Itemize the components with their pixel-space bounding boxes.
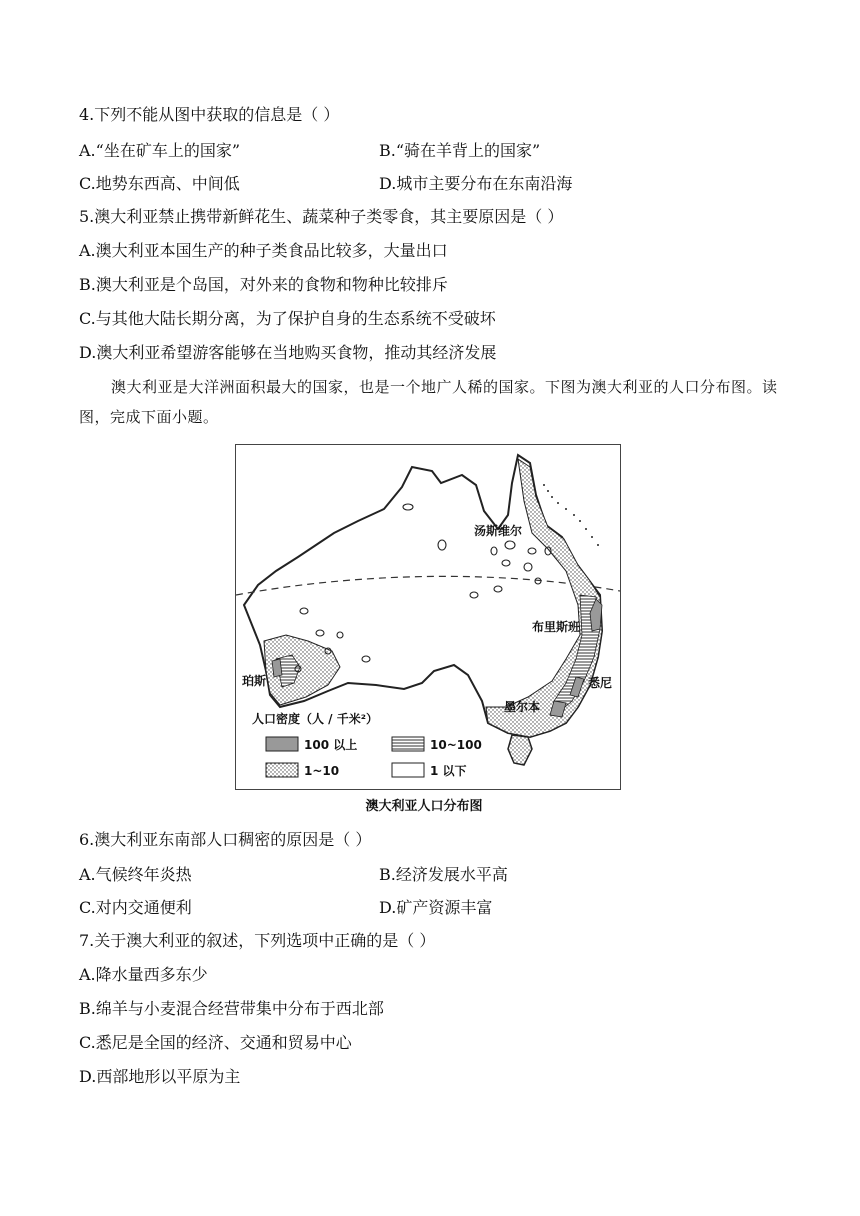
q7-option-c: C.悉尼是全国的经济、交通和贸易中心 bbox=[79, 1033, 352, 1052]
q4-option-c: C.地势东西高、中间低 bbox=[79, 174, 240, 193]
q4-stem: 4.下列不能从图中获取的信息是（ ） bbox=[79, 105, 340, 124]
city-label-sydney: 悉尼 bbox=[588, 676, 613, 690]
q5-option-c: C.与其他大陆长期分离，为了保护自身的生态系统不受破坏 bbox=[79, 309, 496, 328]
q7-option-b: B.绵羊与小麦混合经营带集中分布于西北部 bbox=[79, 999, 384, 1018]
population-map bbox=[235, 444, 621, 790]
q4-option-a: A.“坐在矿车上的国家” bbox=[79, 141, 241, 160]
q4-option-b: B.“骑在羊背上的国家” bbox=[379, 141, 541, 160]
city-label-brisbane: 布里斯班 bbox=[532, 620, 581, 634]
legend-swatch-100-plus bbox=[266, 737, 298, 751]
city-label-perth: 珀斯 bbox=[242, 674, 267, 688]
perth-dense bbox=[272, 659, 282, 677]
intro-paragraph: 澳大利亚是大洋洲面积最大的国家，也是一个地广人稀的国家。下图为澳大利亚的人口分布图。读图，完成下面小题。 bbox=[79, 378, 778, 426]
legend-label-1-10: 1~10 bbox=[304, 764, 340, 778]
q6-option-d: D.矿产资源丰富 bbox=[379, 898, 493, 917]
q6-option-b: B.经济发展水平高 bbox=[379, 865, 508, 884]
q6-stem: 6.澳大利亚东南部人口稠密的原因是（ ） bbox=[79, 830, 372, 849]
q5-option-a: A.澳大利亚本国生产的种子类食品比较多，大量出口 bbox=[79, 241, 448, 260]
q4-option-d: D.城市主要分布在东南沿海 bbox=[379, 174, 573, 193]
legend-label-below-1: 1 以下 bbox=[430, 764, 467, 778]
city-label-townsville: 汤斯维尔 bbox=[474, 524, 523, 538]
q7-option-d: D.西部地形以平原为主 bbox=[79, 1067, 241, 1086]
map-caption-row bbox=[0, 795, 860, 814]
legend-title: 人口密度（人 / 千米²） bbox=[252, 712, 378, 726]
q5-option-d: D.澳大利亚希望游客能够在当地购买食物，推动其经济发展 bbox=[79, 343, 497, 362]
legend-label-10-100: 10~100 bbox=[430, 738, 482, 752]
legend-swatch-1-10 bbox=[266, 763, 298, 777]
legend-label-100-plus: 100 以上 bbox=[304, 738, 358, 752]
city-label-melbourne: 墨尔本 bbox=[504, 700, 541, 714]
q6-option-a: A.气候终年炎热 bbox=[79, 865, 192, 884]
q6-option-c: C.对内交通便利 bbox=[79, 898, 192, 917]
legend-swatch-below-1 bbox=[392, 763, 424, 777]
australia-map-drawing bbox=[236, 445, 620, 789]
map-caption: 澳大利亚人口分布图 bbox=[365, 799, 483, 814]
legend-swatch-10-100 bbox=[392, 737, 424, 751]
q7-option-a: A.降水量西多东少 bbox=[79, 965, 208, 984]
q5-stem: 5.澳大利亚禁止携带新鲜花生、蔬菜种子类零食，其主要原因是（ ） bbox=[79, 207, 564, 226]
tasmania bbox=[508, 735, 532, 765]
q5-option-b: B.澳大利亚是个岛国，对外来的食物和物种比较排斥 bbox=[79, 275, 448, 294]
q7-stem: 7.关于澳大利亚的叙述，下列选项中正确的是（ ） bbox=[79, 931, 436, 950]
